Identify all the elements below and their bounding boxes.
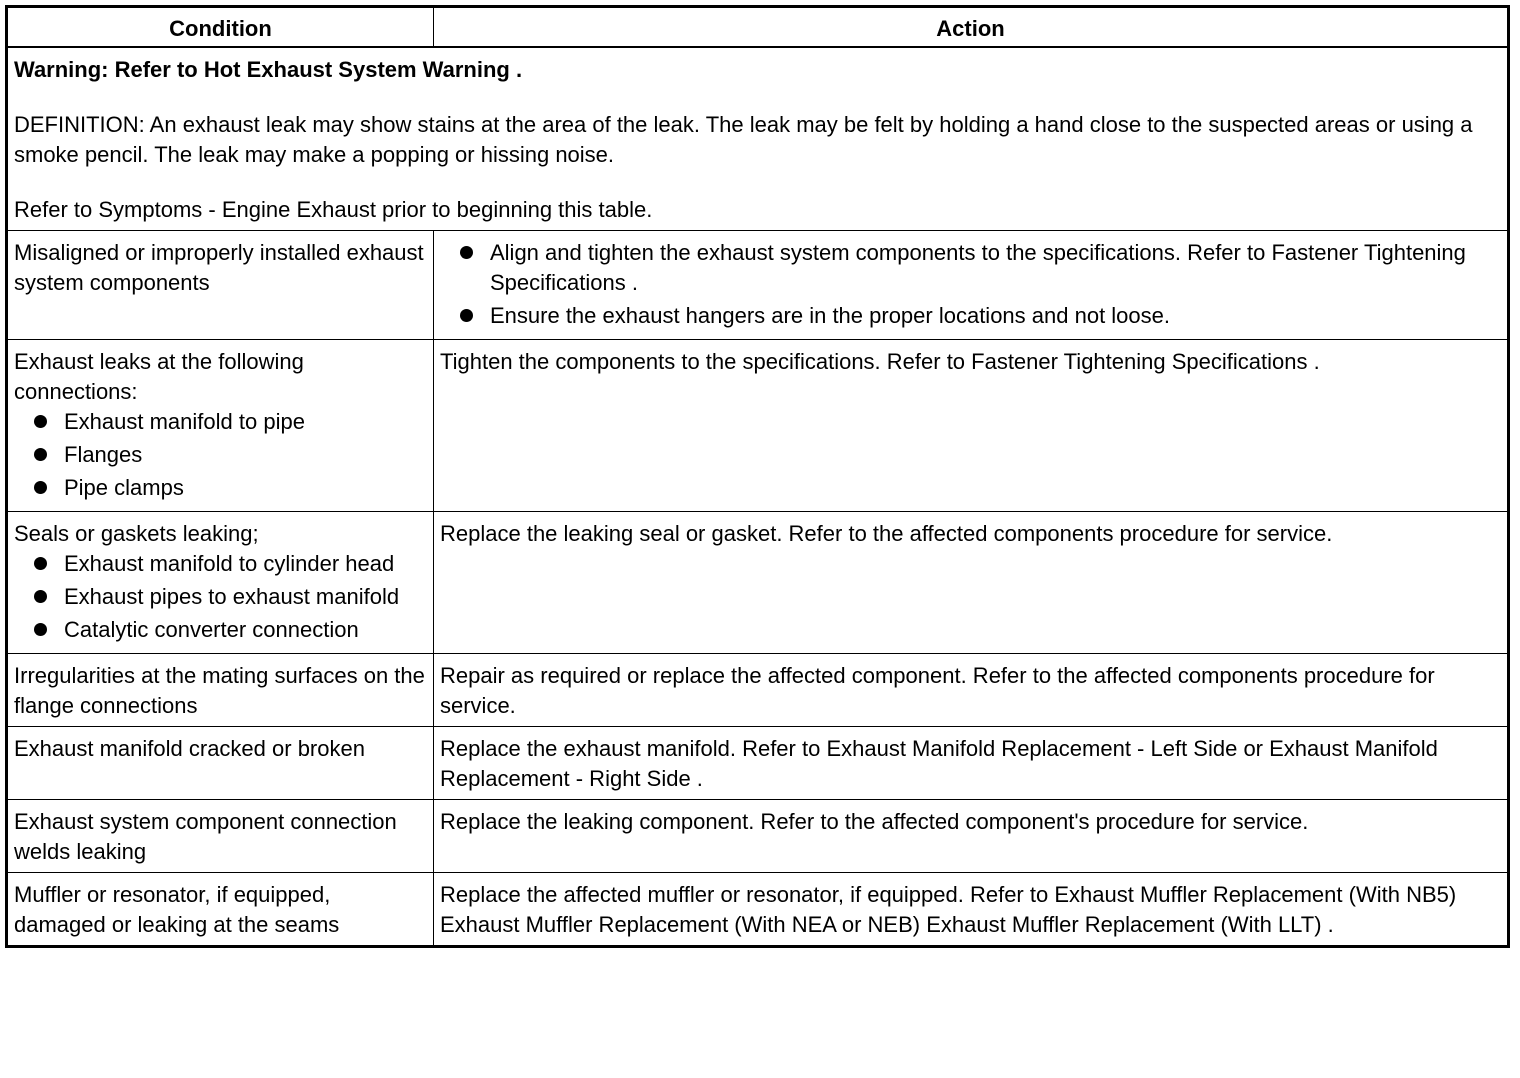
condition-bullet-item: Pipe clamps [14, 473, 427, 503]
condition-cell [7, 512, 434, 654]
condition-text: Seals or gaskets leaking; [14, 521, 259, 546]
condition-cell [7, 800, 434, 873]
exhaust-leak-diagnostic-table [5, 5, 1510, 948]
action-cell [434, 800, 1509, 873]
table-row [7, 654, 1509, 727]
intro-row [7, 47, 1509, 231]
condition-bullet-item: Exhaust pipes to exhaust manifold [14, 582, 427, 612]
action-text: Repair as required or replace the affected component. Refer to the affected components procedure for service. [440, 663, 1435, 718]
action-text: Replace the exhaust manifold. Refer to Exhaust Manifold Replacement - Left Side or Exhaust Manifold Replacement - Right Side . [440, 736, 1438, 791]
table-row [7, 727, 1509, 800]
action-text: Replace the affected muffler or resonator, if equipped. Refer to Exhaust Muffler Replacement (With NB5) Exhaust Muffler Replacement (With NEA or NEB) Exhaust Muffler Replacement (With LLT) . [440, 882, 1457, 937]
refer-symptoms-text: Refer to Symptoms - Engine Exhaust prior to beginning this table. [14, 197, 653, 222]
action-column-header: Action [434, 7, 1509, 48]
condition-bullet-list [14, 407, 427, 503]
action-cell [434, 654, 1509, 727]
table-row [7, 800, 1509, 873]
condition-cell [7, 873, 434, 947]
condition-cell [7, 727, 434, 800]
action-bullet-item: Ensure the exhaust hangers are in the proper locations and not loose. [440, 301, 1501, 331]
hot-exhaust-warning: Warning: Refer to Hot Exhaust System Warning . [14, 57, 523, 82]
definition-text: DEFINITION: An exhaust leak may show stains at the area of the leak. The leak may be felt by holding a hand close to the suspected areas or using a smoke pencil. The leak may make a popping or hissing noise. [14, 112, 1473, 167]
action-cell [434, 340, 1509, 512]
condition-text: Muffler or resonator, if equipped, damaged or leaking at the seams [14, 882, 340, 937]
condition-cell [7, 340, 434, 512]
condition-text: Irregularities at the mating surfaces on the flange connections [14, 663, 425, 718]
condition-bullet-item: Exhaust manifold to cylinder head [14, 549, 427, 579]
action-cell [434, 727, 1509, 800]
action-bullet-item: Align and tighten the exhaust system components to the specifications. Refer to Fastener Tightening Specifications . [440, 238, 1501, 298]
condition-bullet-item: Flanges [14, 440, 427, 470]
table-row [7, 231, 1509, 340]
action-text: Tighten the components to the specifications. Refer to Fastener Tightening Specifications . [440, 349, 1320, 374]
condition-column-header: Condition [7, 7, 434, 48]
action-text: Replace the leaking component. Refer to the affected component's procedure for service. [440, 809, 1309, 834]
action-cell [434, 231, 1509, 340]
action-text: Replace the leaking seal or gasket. Refer to the affected components procedure for service. [440, 521, 1333, 546]
condition-text: Misaligned or improperly installed exhaust system components [14, 240, 424, 295]
condition-text: Exhaust leaks at the following connections: [14, 349, 304, 404]
condition-bullet-item: Exhaust manifold to pipe [14, 407, 427, 437]
table-header-row [7, 7, 1509, 48]
action-cell [434, 512, 1509, 654]
table-row [7, 873, 1509, 947]
condition-text: Exhaust system component connection welds leaking [14, 809, 397, 864]
action-cell [434, 873, 1509, 947]
table-row [7, 340, 1509, 512]
condition-cell [7, 654, 434, 727]
condition-bullet-item: Catalytic converter connection [14, 615, 427, 645]
condition-bullet-list [14, 549, 427, 645]
table-row [7, 512, 1509, 654]
action-bullet-list [440, 238, 1501, 331]
condition-text: Exhaust manifold cracked or broken [14, 736, 365, 761]
intro-cell [7, 47, 1509, 231]
condition-cell [7, 231, 434, 340]
